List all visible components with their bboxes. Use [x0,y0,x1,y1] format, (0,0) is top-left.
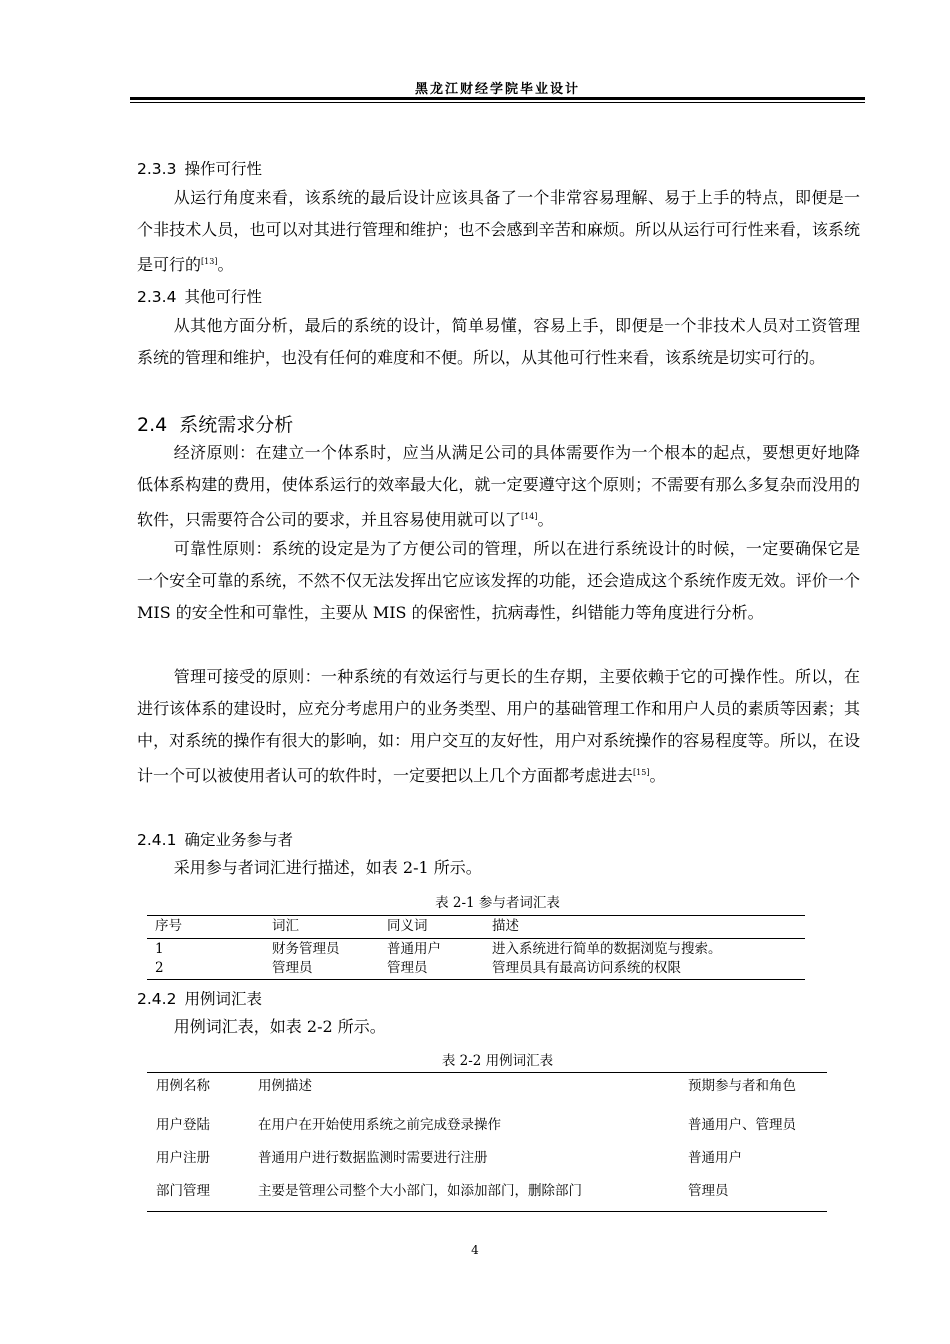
table-cell: 1 [155,941,164,957]
table-cell: 财务管理员 [272,941,340,957]
heading-number: 2.3.3 [137,160,177,178]
table-cell: 普通用户、管理员 [688,1117,796,1133]
table-header-cell: 预期参与者和角色 [688,1078,796,1094]
paragraph-text: 用例词汇表，如表 2-2 所示。 [173,1017,386,1036]
table-cell: 主要是管理公司整个大小部门，如添加部门，删除部门 [258,1183,582,1199]
citation-ref: [14] [521,512,538,521]
table-cell: 在用户在开始使用系统之前完成登录操作 [258,1117,501,1133]
paragraph-text: 经济原则：在建立一个体系时，应当从满足公司的具体需要作为一个根本的起点，要想更好地降低体系构建的费用，使体系运行的效率最大化，就一定要遵守这个原则；不需要有那么多复杂而没用的软件，只需要符合公司的要求，并且容易使用就可以了 [137,443,860,529]
paragraph-other-feasibility [137,310,860,374]
paragraph-text: 从运行角度来看，该系统的最后设计应该具备了一个非常容易理解、易于上手的特点，即便是一个非技术人员，也可以对其进行管理和维护；也不会感到辛苦和麻烦。所以从运行可行性来看，该系统是可行的 [137,188,860,274]
table-cell: 管理员 [272,960,313,976]
table-header-cell: 用例名称 [156,1078,210,1094]
table-cell: 普通用户 [387,941,441,957]
heading-text: 用例词汇表 [184,990,262,1008]
table1-caption: 表 2-1 参与者词汇表 [435,895,560,911]
table-cell: 部门管理 [156,1183,210,1199]
table-header-cell: 词汇 [272,918,299,934]
heading-2-3-4 [137,285,262,307]
heading-text: 确定业务参与者 [184,831,293,849]
paragraph-operational-feasibility: 从运行角度来看，该系统的最后设计应该具备了一个非常容易理解、易于上手的特点，即便是一个非技术人员，也可以对其进行管理和维护；也不会感到辛苦和麻烦。所以从运行可行性来看，该系统是可行的[13]。 [137,188,860,274]
paragraph-reliability-principle [137,533,860,629]
table-cell: 管理员 [387,960,428,976]
table-header-cell: 描述 [492,918,519,934]
page-number: 4 [471,1243,479,1257]
paragraph-text: 从其他方面分析，最后的系统的设计，简单易懂，容易上手，即便是一个非技术人员对工资管理系统的管理和维护，也没有任何的难度和不便。所以，从其他可行性来看，该系统是切实可行的。 [137,316,860,367]
citation-ref: [13] [201,257,218,266]
table-rule-bottom [147,1211,827,1212]
table-header-cell: 同义词 [387,918,428,934]
table-cell: 管理员 [688,1183,729,1199]
paragraph-text: 可靠性原则：系统的设定是为了方便公司的管理，所以在进行系统设计的时候，一定要确保它是一个安全可靠的系统，不然不仅无法发挥出它应该发挥的功能，还会造成这个系统作废无效。评价一个 MIS 的安全性和可靠性，主要从 MIS 的保密性，抗病毒性，纠错能力等角度进行分析。 [137,539,860,622]
table-rule-mid [147,938,805,939]
heading-text: 操作可行性 [184,160,262,178]
heading-2-3-3 [137,157,262,179]
header-rule-thin [130,102,865,103]
heading-2-4-1 [137,828,293,850]
heading-text: 其他可行性 [184,288,262,306]
table-cell: 进入系统进行简单的数据浏览与搜索。 [492,941,722,957]
table-cell: 用户注册 [156,1150,210,1166]
table-header-cell: 用例描述 [258,1078,312,1094]
heading-text: 系统需求分析 [179,414,294,436]
table2-caption: 表 2-2 用例词汇表 [441,1053,554,1069]
paragraph-table1-intro [137,852,860,884]
header-rule-thick [130,97,865,100]
table-cell: 用户登陆 [156,1117,210,1133]
table-rule-top [147,1072,827,1073]
table-header-cell: 序号 [155,918,182,934]
heading-2-4-2 [137,987,262,1009]
paragraph-economic-principle: 经济原则：在建立一个体系时，应当从满足公司的具体需要作为一个根本的起点，要想更好地降低体系构建的费用，使体系运行的效率最大化，就一定要遵守这个原则；不需要有那么多复杂而没用的软件，只需要符合公司的要求，并且容易使用就可以了[14]。 [137,443,860,529]
paragraph-text: 管理可接受的原则：一种系统的有效运行与更长的生存期，主要依赖于它的可操作性。所以，在进行该体系的建设时，应充分考虑用户的业务类型、用户的基础管理工作和用户人员的素质等因素；其中，对系统的操作有很大的影响，如：用户交互的友好性，用户对系统操作的容易程度等。所以，在设计一个可以被使用者认可的软件时，一定要把以上几个方面都考虑进去 [137,667,860,785]
paragraph-management-principle: 管理可接受的原则：一种系统的有效运行与更长的生存期，主要依赖于它的可操作性。所以，在进行该体系的建设时，应充分考虑用户的业务类型、用户的基础管理工作和用户人员的素质等因素；其中，对系统的操作有很大的影响，如：用户交互的友好性，用户对系统操作的容易程度等。所以，在设计一个可以被使用者认可的软件时，一定要把以上几个方面都考虑进去[15]。 [137,667,860,785]
heading-number: 2.4.1 [137,831,177,849]
citation-ref: [15] [633,768,650,777]
table-cell: 普通用户进行数据监测时需要进行注册 [258,1150,488,1166]
paragraph-text: 采用参与者词汇进行描述，如表 2-1 所示。 [173,858,482,877]
heading-2-4 [137,410,293,437]
table-cell: 普通用户 [688,1150,742,1166]
table-cell: 管理员具有最高访问系统的权限 [492,960,681,976]
table-rule-bottom [147,979,805,980]
heading-number: 2.4 [137,414,168,436]
paragraph-table2-intro [137,1011,860,1043]
heading-number: 2.4.2 [137,990,177,1008]
heading-number: 2.3.4 [137,288,177,306]
header-title: 黑龙江财经学院毕业设计 [414,82,580,97]
table-rule-top [147,915,805,916]
table-cell: 2 [155,960,164,976]
